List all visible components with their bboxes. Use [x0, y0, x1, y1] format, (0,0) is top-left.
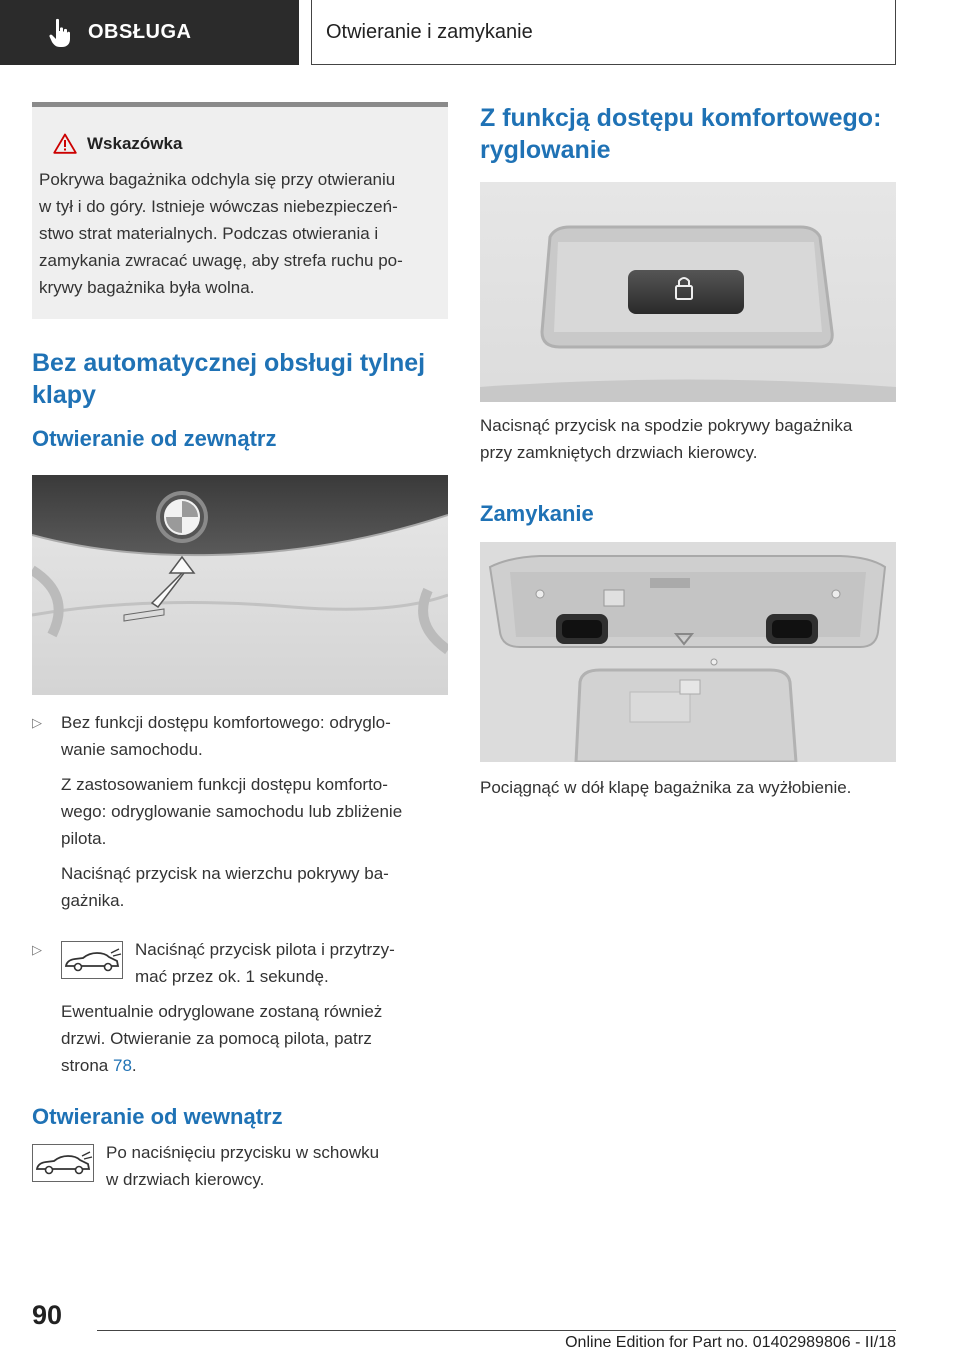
remote-trunk-icon	[61, 941, 123, 979]
note-line: zamykania zwracać uwagę, aby strefa ruchu po-	[39, 251, 403, 270]
step-open-button	[32, 709, 448, 922]
note-text	[39, 166, 440, 301]
chapter-header	[311, 0, 896, 65]
text-line: Ewentualnie odryglowane zostaną również	[61, 1002, 383, 1021]
text-line: pilota.	[61, 829, 107, 848]
step-body	[61, 709, 448, 922]
footer-edition: Online Edition for Part no. 01402989806 - II/18	[565, 1334, 896, 1351]
text-line: gażnika.	[61, 891, 125, 910]
photo-trunk-lid-inside	[480, 542, 896, 762]
heading-line: Bez automatycznej obsługi tylnej	[32, 349, 426, 377]
warning-note	[32, 102, 448, 319]
hand-pointer-icon	[40, 13, 80, 53]
text-line: drzwi. Otwieranie za pomocą pilota, patrz	[61, 1029, 372, 1048]
closing-instruction: Pociągnąć w dół klapę bagażnika za wyżłobienie.	[480, 778, 852, 797]
text-line: Bez funkcji dostępu komfortowego: odryglo-	[61, 713, 391, 732]
text-line: strona	[61, 1056, 113, 1075]
text-line: Z zastosowaniem funkcji dostępu komforto-	[61, 775, 388, 794]
text-line: wanie samochodu.	[61, 740, 203, 759]
note-line: stwo strat materialnych. Podczas otwierania i	[39, 224, 379, 243]
step-paragraph	[135, 936, 395, 990]
heading-no-automatic	[32, 347, 448, 411]
photo-trunk-exterior	[32, 475, 448, 695]
step-remote	[32, 936, 448, 1087]
photo-lock-button	[480, 182, 896, 402]
step-paragraph	[61, 860, 448, 914]
heading-closing: Zamykanie	[480, 501, 594, 526]
left-column	[32, 102, 448, 1193]
note-line: w tył i do góry. Istnieje wówczas niebezpieczeń-	[39, 197, 398, 216]
lock-instruction	[480, 412, 896, 466]
step-paragraph	[61, 709, 448, 763]
chapter-title: Otwieranie i zamykanie	[326, 20, 533, 43]
note-line: krywy bagażnika była wolna.	[39, 278, 255, 297]
footer-divider	[97, 1330, 896, 1331]
note-line: Pokrywa bagażnika odchyla się przy otwieraniu	[39, 170, 396, 189]
heading-open-inside: Otwieranie od wewnątrz	[32, 1104, 283, 1129]
remote-trunk-icon	[32, 1144, 94, 1182]
text-line: przy zamkniętych drzwiach kierowcy.	[480, 443, 758, 462]
text-line: Naciśnąć przycisk na wierzchu pokrywy ba-	[61, 864, 389, 883]
note-title	[53, 133, 440, 154]
step-body	[61, 936, 448, 1087]
step-paragraph	[61, 998, 448, 1079]
warning-triangle-icon	[53, 133, 77, 154]
heading-line: klapy	[32, 381, 96, 409]
heading-line: ryglowanie	[480, 136, 611, 164]
page-number: 90	[32, 1300, 63, 1330]
inside-row	[32, 1139, 448, 1193]
text-line: Po naciśnięciu przycisku w schowku	[106, 1143, 380, 1162]
section-label: OBSŁUGA	[88, 21, 192, 43]
text-line: Nacisnąć przycisk na spodzie pokrywy bagażnika	[480, 416, 853, 435]
inside-text	[106, 1139, 379, 1193]
heading-comfort-lock	[480, 102, 896, 166]
step-paragraph	[61, 771, 448, 852]
section-tab	[0, 0, 299, 65]
text-line: mać przez ok. 1 sekundę.	[135, 967, 329, 986]
heading-open-outside: Otwieranie od zewnątrz	[32, 426, 277, 451]
note-title-text: Wskazówka	[87, 133, 183, 153]
right-column	[480, 102, 896, 801]
page-link[interactable]: 78	[112, 1056, 132, 1075]
triangle-bullet-icon: ▷	[32, 942, 42, 957]
text-line: w drzwiach kierowcy.	[106, 1170, 265, 1189]
remote-row	[61, 936, 448, 998]
text-line: wego: odryglowanie samochodu lub zbliżenie	[61, 802, 403, 821]
triangle-bullet-icon: ▷	[32, 715, 42, 730]
heading-line: Z funkcją dostępu komfortowego:	[480, 104, 882, 132]
text-line: .	[131, 1056, 137, 1075]
text-line: Naciśnąć przycisk pilota i przytrzy-	[135, 940, 395, 959]
